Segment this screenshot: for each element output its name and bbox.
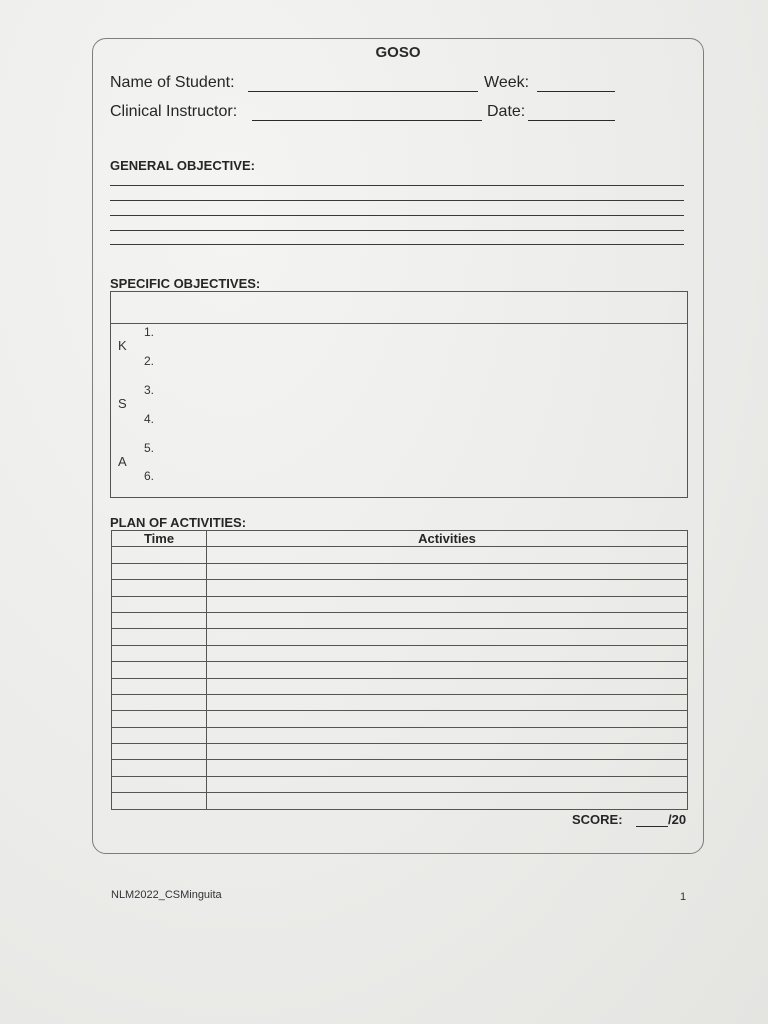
footer-document-code: NLM2022_CSMinguita [111,889,222,901]
time-cell[interactable] [112,694,207,710]
week-label: Week: [484,74,530,91]
specific-objectives-header-divider [111,323,687,324]
table-row [112,547,688,563]
activity-cell[interactable] [207,612,688,628]
score-total: /20 [668,812,687,827]
specific-objectives-box [110,291,688,498]
activity-cell[interactable] [207,563,688,579]
table-row [112,678,688,694]
activity-cell[interactable] [207,645,688,661]
table-row [112,744,688,760]
general-objective-heading: GENERAL OBJECTIVE: [110,158,255,173]
general-objective-line[interactable] [110,215,684,216]
time-cell[interactable] [112,744,207,760]
activity-cell[interactable] [207,744,688,760]
time-cell[interactable] [112,727,207,743]
time-cell[interactable] [112,776,207,792]
objective-number: 5. [144,441,155,455]
time-cell[interactable] [112,645,207,661]
time-cell[interactable] [112,612,207,628]
objective-number: 6. [144,469,155,483]
general-objective-line[interactable] [110,230,684,231]
objective-number: 4. [144,412,155,426]
form-title: GOSO [375,44,421,61]
table-row [112,563,688,579]
attitude-domain-letter: A [118,454,127,469]
student-name-label: Name of Student: [110,74,235,91]
table-row [112,694,688,710]
activity-cell[interactable] [207,678,688,694]
general-objective-line[interactable] [110,244,684,245]
table-row [112,793,688,809]
plan-of-activities-heading: PLAN OF ACTIVITIES: [110,515,247,530]
time-cell[interactable] [112,563,207,579]
time-cell[interactable] [112,580,207,596]
student-name-blank[interactable] [248,91,478,92]
specific-objectives-heading: SPECIFIC OBJECTIVES: [110,276,261,291]
time-cell[interactable] [112,711,207,727]
time-cell[interactable] [112,793,207,809]
activity-cell[interactable] [207,711,688,727]
activity-cell[interactable] [207,694,688,710]
activity-cell[interactable] [207,760,688,776]
table-header-row [112,531,688,547]
clinical-instructor-blank[interactable] [252,120,482,121]
activity-cell[interactable] [207,727,688,743]
general-objective-line[interactable] [110,185,684,186]
activity-cell[interactable] [207,596,688,612]
date-label: Date: [487,103,526,120]
table-row [112,580,688,596]
date-blank[interactable] [528,120,615,121]
activity-cell[interactable] [207,580,688,596]
table-row [112,776,688,792]
time-cell[interactable] [112,596,207,612]
page-number: 1 [680,891,687,903]
skills-domain-letter: S [118,396,127,411]
knowledge-domain-letter: K [118,338,127,353]
plan-of-activities-table [111,530,688,810]
clinical-instructor-label: Clinical Instructor: [110,103,238,120]
score-blank[interactable] [636,826,668,827]
table-row [112,760,688,776]
objective-number: 1. [144,325,155,339]
activity-cell[interactable] [207,776,688,792]
table-row [112,596,688,612]
table-row [112,727,688,743]
general-objective-line[interactable] [110,200,684,201]
table-row [112,612,688,628]
activity-cell[interactable] [207,629,688,645]
time-column-header: Time [112,531,207,547]
table-row [112,662,688,678]
table-row [112,629,688,645]
score-label: SCORE: [572,812,623,827]
table-row [112,711,688,727]
activity-cell[interactable] [207,547,688,563]
week-blank[interactable] [537,91,615,92]
time-cell[interactable] [112,760,207,776]
activity-cell[interactable] [207,793,688,809]
time-cell[interactable] [112,662,207,678]
activity-cell[interactable] [207,662,688,678]
time-cell[interactable] [112,547,207,563]
objective-number: 2. [144,354,155,368]
objective-number: 3. [144,383,155,397]
activities-column-header: Activities [207,531,688,547]
table-row [112,645,688,661]
time-cell[interactable] [112,678,207,694]
time-cell[interactable] [112,629,207,645]
